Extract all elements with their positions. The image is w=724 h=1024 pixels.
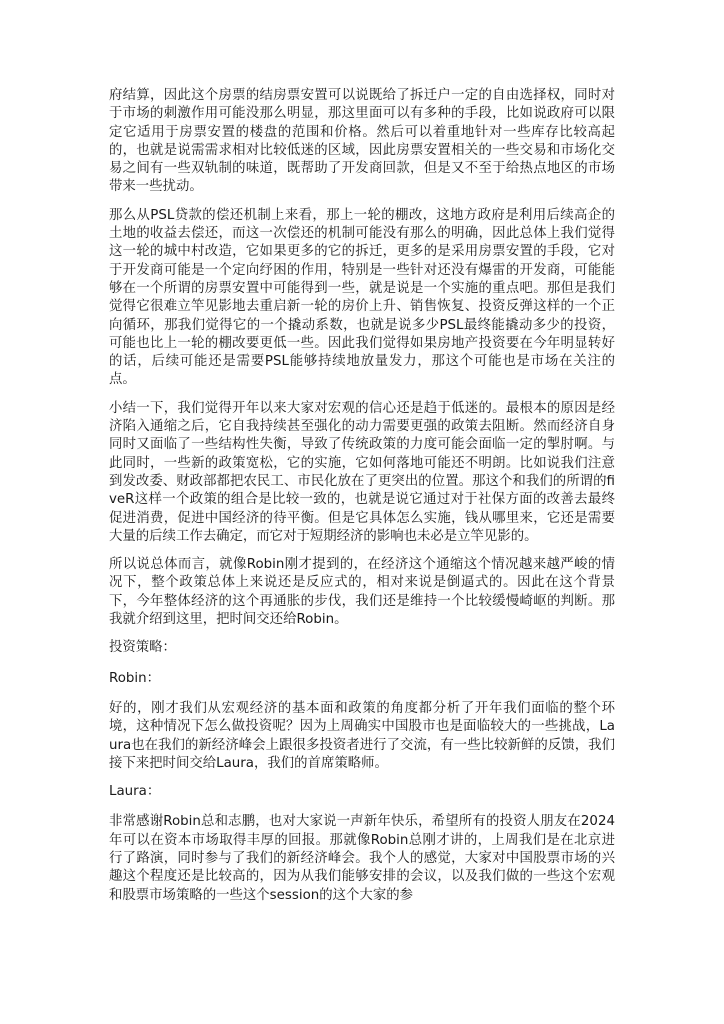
speaker-label-laura: Laura：: [109, 784, 161, 800]
section-label-investment-strategy: 投资策略：: [109, 640, 176, 656]
speaker-label-robin: Robin：: [109, 670, 160, 686]
paragraph-summary: 小结一下，我们觉得开年以来大家对宏观的信心还是趋于低迷的。最根本的原因是经济陷入通缩之后，它自我持续甚至强化的动力需要更强的政策去阻断。然而经济自身同时又面临了一些结构性失衡，导致了传统政策的力度可能会面临一定的掣肘啊。与此同时，一些新的政策宽松，它的实施，它如何落地可能还不明朗。比如说我们注意到发改委、财政部都把农民工、市民化放在了更突出的位置。那这个和我们的所谓的fiveR这样一个政策的组合是比较一致的，也就是说它通过对于社保方面的改善去最终促进消费，促进中国经济的待平衡。但是它具体怎么实施，钱从哪里来，它还是需要大量的后续工作去确定，而它对于短期经济的影响也未必是立竿见影的。: [109, 400, 615, 544]
paragraph-housing-voucher: 府结算，因此这个房票的结房票安置可以说既给了拆迁户一定的自由选择权，同时对于市场的刺激作用可能没那么明显，那这里面可以有多种的手段，比如说政府可以限定它适用于房票安置的楼盘的范围和价格。然后可以着重地针对一些库存比较高起的，也就是说需需求相对比较低迷的区域，因此房票安置相关的一些交易和市场化交易之间有一些双轨制的味道，既帮助了开发商回款，但是又不至于给热点地区的市场带来一些扰动。: [109, 88, 615, 195]
paragraph-laura-remarks: 非常感谢Robin总和志鹏，也对大家说一声新年快乐，希望所有的投资人朋友在2024年可以在资本市场取得丰厚的回报。那就像Robin总刚才讲的，上周我们是在北京进行了路演，同时参与了我们的新经济峰会。我个人的感觉，大家对中国股票市场的兴趣这个程度还是比较高的，因为从我们能够安排的会议，以及我们做的一些这个宏观和股票市场策略的一些这个session的这个大家的参: [109, 814, 615, 903]
paragraph-psl-repayment: 那么从PSL贷款的偿还机制上来看，那上一轮的棚改，这地方政府是利用后续高企的土地的收益去偿还，而这一次偿还的机制可能没有那么的明确，因此总体上我们觉得这一轮的城中村改造，它如果更多的它的拆迁，更多的是采用房票安置的手段，它对于开发商可能是一个定向纾困的作用，特别是一些针对还没有爆雷的开发商，可能能够在一个所谓的房票安置中可能得到一些，就是说是一个实施的重点吧。那但是我们觉得它很难立竿见影地去重启新一轮的房价上升、销售恢复、投资反弹这样的一个正向循环，那我们觉得它的一个撬动系数，也就是说多少PSL最终能撬动多少的投资，可能也比上一轮的棚改要更低一些。因此我们觉得如果房地产投资要在今年明显转好的话，后续可能还是需要PSL能够持续地放量发力，那这个可能也是市场在关注的点。: [109, 207, 615, 388]
document-body: [109, 87, 615, 915]
paragraph-robin-remarks: 好的，刚才我们从宏观经济的基本面和政策的角度都分析了开年我们面临的整个环境，这种情况下怎么做投资呢？因为上周确实中国股市也是面临较大的一些挑战，Laura也在我们的新经济峰会上跟很多投资者进行了交流，有一些比较新鲜的反馈，我们接下来把时间交给Laura，我们的首席策略师。: [109, 700, 615, 771]
paragraph-conclusion: 所以说总体而言，就像Robin刚才提到的，在经济这个通缩这个情况越来越严峻的情况下，整个政策总体上来说还是反应式的，相对来说是倒逼式的。因此在这个背景下，今年整体经济的这个再通胀的步伐，我们还是维持一个比较缓慢崎岖的判断。那我就介绍到这里，把时间交还给Robin。: [109, 557, 615, 628]
